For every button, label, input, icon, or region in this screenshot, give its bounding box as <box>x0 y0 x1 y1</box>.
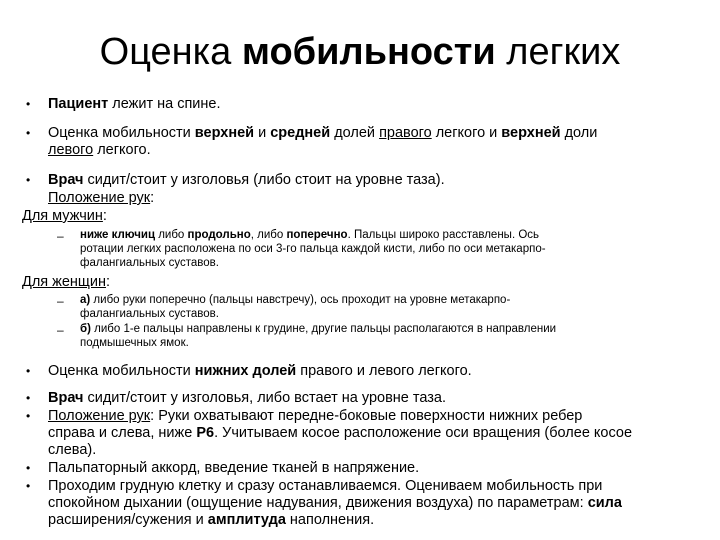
bullet-upper-assessment-cont: левого легкого. <box>48 142 151 158</box>
men-heading: Для мужчин: <box>22 208 107 224</box>
bullet-dot: • <box>26 126 31 140</box>
bullet-hands-lower-line3: слева). <box>48 442 97 458</box>
bullet-chest-pass-line3: расширения/сужения и амплитуда наполнения. <box>48 512 375 528</box>
bullet-hands-lower-line1: Положение рук: Руки охватывают передне-боковые поверхности нижних ребер <box>48 408 583 424</box>
bullet-dot: • <box>26 479 31 493</box>
bullet-hands-lower-line2: справа и слева, ниже Р6. Учитываем косое расположение оси вращения (более косое <box>48 425 633 441</box>
bullet-patient-position: Пациент лежит на спине. <box>48 96 221 112</box>
dash-marker: – <box>57 294 64 308</box>
bullet-upper-assessment: Оценка мобильности верхней и средней долей правого легкого и верхней доли <box>48 125 598 141</box>
women-heading: Для женщин: <box>22 274 111 290</box>
women-item-b-line1: б) либо 1-е пальцы направлены к грудине, другие пальцы располагаются в направлении <box>80 323 557 335</box>
women-item-a-line1: а) либо руки поперечно (пальцы навстречу), ось проходит на уровне метакарпо- <box>80 294 511 306</box>
bullet-dot: • <box>26 97 31 111</box>
dash-marker: – <box>57 323 64 337</box>
women-item-a-line2: фалангиальных суставов. <box>80 308 219 320</box>
men-item-line1: ниже ключиц либо продольно, либо поперечно. Пальцы широко расставлены. Ось <box>80 229 540 241</box>
men-item-line3: фалангиальных суставов. <box>80 257 219 269</box>
bullet-doctor-position-2: Врач сидит/стоит у изголовья, либо встает на уровне таза. <box>48 390 447 406</box>
dash-marker: – <box>57 229 64 243</box>
bullet-lower-assessment: Оценка мобильности нижних долей правого и левого легкого. <box>48 363 472 379</box>
bullet-chest-pass-line2: спокойном дыхании (ощущение надувания, движения воздуха) по параметрам: сила <box>48 495 622 511</box>
bullet-doctor-position: Врач сидит/стоит у изголовья (либо стоит на уровне таза). <box>48 172 445 188</box>
bullet-dot: • <box>26 409 31 423</box>
slide-title: Оценка мобильности легких <box>99 31 621 73</box>
women-item-b-line2: подмышечных ямок. <box>80 337 189 349</box>
men-item-line2: ротации легких расположена по оси 3-го пальца каждой кисти, либо по оси метакарпо- <box>80 243 546 255</box>
bullet-dot: • <box>26 391 31 405</box>
bullet-dot: • <box>26 364 31 378</box>
bullet-chest-pass-line1: Проходим грудную клетку и сразу останавливаемся. Оцениваем мобильность при <box>48 478 603 494</box>
bullet-dot: • <box>26 461 31 475</box>
bullet-dot: • <box>26 173 31 187</box>
hands-position-label: Положение рук: <box>48 190 155 206</box>
bullet-palpation-chord: Пальпаторный аккорд, введение тканей в напряжение. <box>48 460 420 476</box>
